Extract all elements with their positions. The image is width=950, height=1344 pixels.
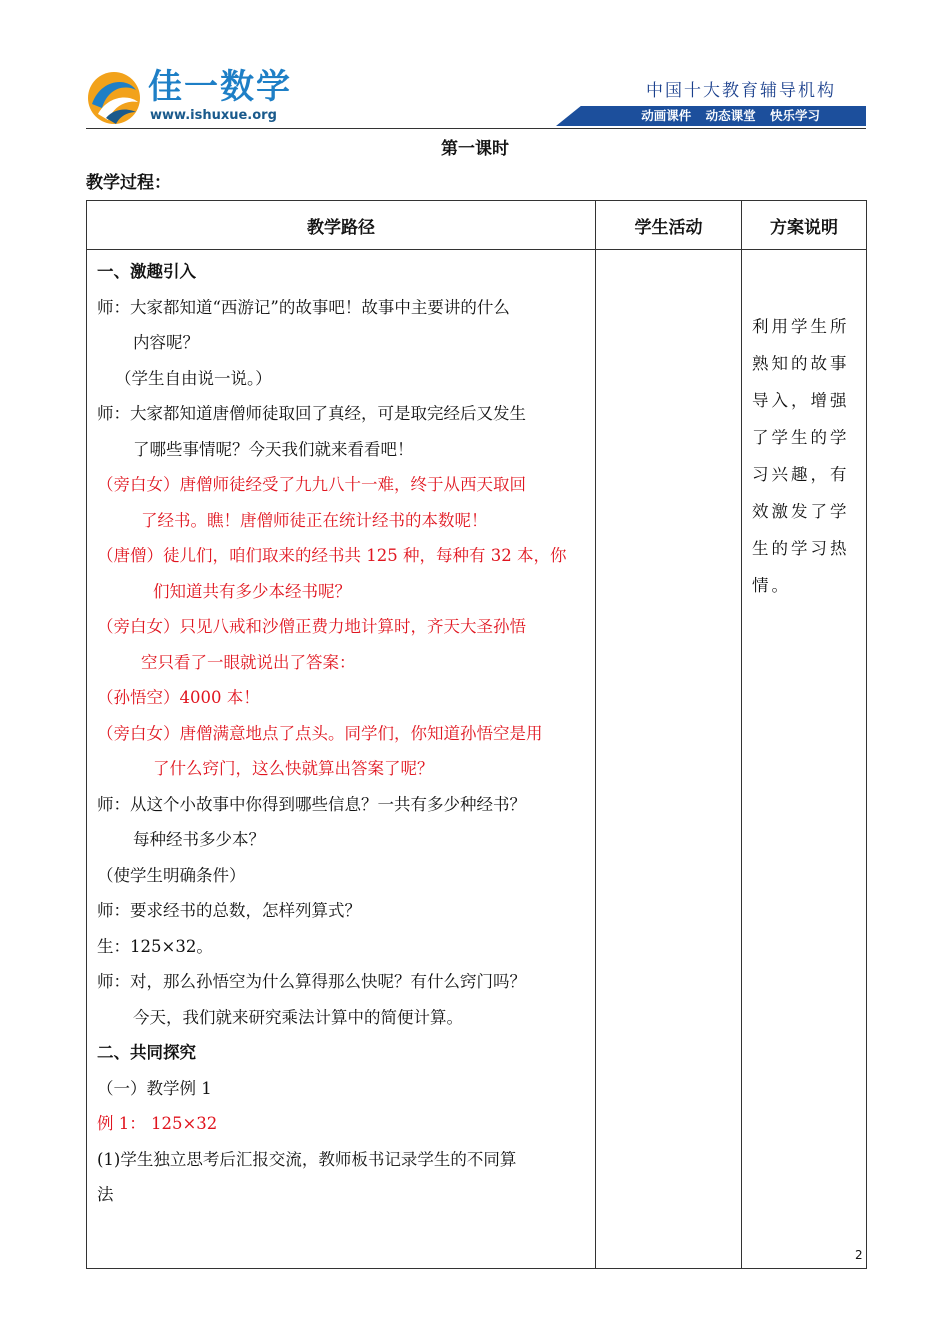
table-header-row <box>87 201 867 250</box>
text-line: 法 <box>97 1185 114 1204</box>
note-line: 熟知的故事 <box>752 354 850 373</box>
header-teaching-path: 教学路径 <box>87 201 596 250</box>
text-line: 空只看了一眼就说出了答案： <box>141 652 356 672</box>
text-line: 每种经书多少本？ <box>133 830 265 849</box>
plan-notes-cell <box>742 250 867 1269</box>
text-line: 师：对，那么孙悟空为什么算得那么快呢？有什么窍门吗？ <box>97 972 526 991</box>
page-header <box>86 62 866 130</box>
text-line: (1)学生独立思考后汇报交流，教师板书记录学生的不同算 <box>97 1149 517 1169</box>
text-line: 师：从这个小故事中你得到哪些信息？一共有多少种经书？ <box>97 794 526 814</box>
text-line: 师：要求经书的总数，怎样列算式？ <box>97 901 361 920</box>
note-line: 情。 <box>752 576 791 595</box>
text-line: （一）教学例 1 <box>97 1078 212 1098</box>
text-line: 生：125×32。 <box>97 936 213 956</box>
logo-text: 佳一数学 <box>148 67 292 107</box>
process-label: 教学过程： <box>86 173 171 193</box>
text-line: （唐僧）徒儿们，咱们取来的经书共 125 种，每种有 32 本，你 <box>97 546 567 565</box>
lesson-title: 第一课时 <box>441 139 509 159</box>
text-line: 内容呢？ <box>133 333 199 352</box>
text-line: （旁白女）只见八戒和沙僧正费力地计算时，齐天大圣孙悟 <box>97 617 526 636</box>
text-line: 今天，我们就来研究乘法计算中的简便计算。 <box>133 1007 463 1027</box>
header-plan-notes: 方案说明 <box>742 201 867 250</box>
text-line: 了经书。瞧！唐僧师徒正在统计经书的本数呢！ <box>141 510 488 530</box>
section-heading: 一、激趣引入 <box>97 262 196 281</box>
text-line: 师：大家都知道“西游记”的故事吧！故事中主要讲的什么 <box>97 297 510 317</box>
note-line: 效激发了学 <box>752 502 850 521</box>
note-line: 了学生的学 <box>752 428 850 447</box>
header-rule <box>86 128 866 129</box>
text-line: 了哪些事情呢？今天我们就来看看吧！ <box>133 439 414 459</box>
logo-url: www.ishuxue.org <box>150 108 277 123</box>
header-banner-text: 动画课件 动态课堂 快乐学习 <box>641 108 820 123</box>
teaching-path-cell <box>87 250 596 1269</box>
note-line: 导入，增强 <box>752 391 850 410</box>
note-line: 生的学习热 <box>752 539 850 558</box>
text-line: 例 1： 125×32 <box>97 1114 218 1133</box>
page-number: 2 <box>855 1248 863 1262</box>
text-line: 师：大家都知道唐僧师徒取回了真经，可是取完经后又发生 <box>97 404 526 423</box>
text-line: （使学生明确条件） <box>97 865 246 885</box>
note-line: 利用学生所 <box>752 317 850 336</box>
header-tagline: 中国十大教育辅导机构 <box>646 81 836 101</box>
text-line: （孙悟空）4000 本！ <box>97 688 260 707</box>
text-line: 了什么窍门，这么快就算出答案了呢？ <box>153 759 434 778</box>
student-activity-cell <box>596 250 742 1269</box>
note-line: 习兴趣，有 <box>752 465 850 484</box>
text-line: （旁白女）唐僧满意地点了点头。同学们，你知道孙悟空是用 <box>97 723 543 743</box>
text-line: 们知道共有多少本经书呢？ <box>153 581 351 601</box>
text-line: （学生自由说一说。） <box>115 368 272 388</box>
header-student-activity: 学生活动 <box>596 201 742 250</box>
logo-swirl-icon <box>86 68 142 126</box>
text-line: （旁白女）唐僧师徒经受了九九八十一难，终于从西天取回 <box>97 475 526 494</box>
lesson-plan-table <box>86 200 867 1269</box>
table-body-row <box>87 250 867 1269</box>
section-heading: 二、共同探究 <box>97 1043 196 1062</box>
